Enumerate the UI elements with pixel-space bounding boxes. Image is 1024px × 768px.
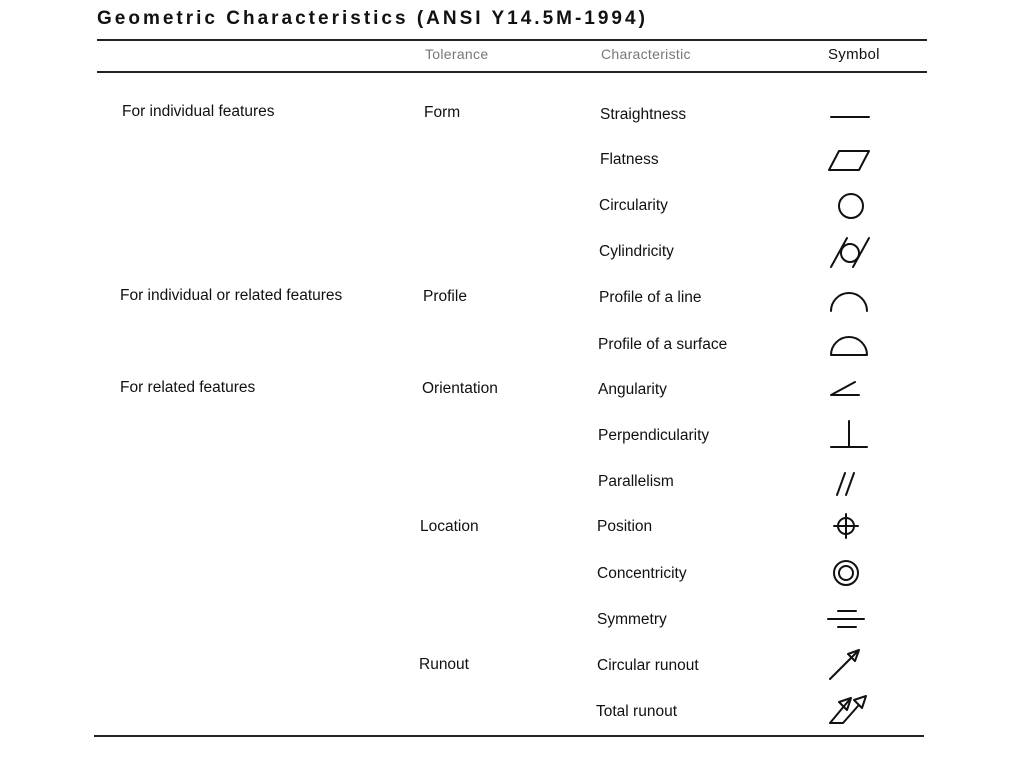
total-runout-icon <box>822 690 870 730</box>
characteristic-label: Position <box>597 518 653 535</box>
characteristic-label: Flatness <box>600 151 659 168</box>
flatness-icon <box>825 140 873 180</box>
straightness-icon <box>825 96 873 136</box>
group-individual-or-related: For individual or related features <box>120 287 343 304</box>
profile-of-a-line-icon <box>825 279 873 319</box>
header-rule <box>97 71 927 73</box>
group-related: For related features <box>120 379 256 396</box>
characteristic-label: Straightness <box>600 106 687 123</box>
tolerance-location: Location <box>420 518 479 535</box>
characteristic-label: Profile of a line <box>599 289 702 306</box>
perpendicularity-icon <box>825 417 873 457</box>
header-tolerance: Tolerance <box>425 46 489 62</box>
document-title: Geometric Characteristics (ANSI Y14.5M-1994) <box>97 8 648 29</box>
symmetry-icon <box>822 599 870 639</box>
characteristic-label: Symmetry <box>597 611 667 628</box>
characteristic-label: Angularity <box>598 381 667 398</box>
group-individual: For individual features <box>122 103 275 120</box>
characteristic-label: Profile of a surface <box>598 336 728 353</box>
position-icon <box>822 506 870 546</box>
angularity-icon <box>825 371 873 411</box>
parallelism-icon <box>825 463 873 503</box>
header-characteristic: Characteristic <box>601 46 691 62</box>
characteristic-label: Perpendicularity <box>598 427 710 444</box>
circular-runout-icon <box>822 645 870 685</box>
circularity-icon <box>825 186 873 226</box>
tolerance-orientation: Orientation <box>422 380 498 397</box>
characteristic-label: Circular runout <box>597 657 699 674</box>
concentricity-icon <box>822 553 870 593</box>
bottom-rule <box>94 735 924 737</box>
characteristic-label: Total runout <box>596 703 677 720</box>
header-symbol: Symbol <box>828 46 880 63</box>
cylindricity-icon <box>825 233 873 273</box>
tolerance-profile: Profile <box>423 288 467 305</box>
tolerance-form: Form <box>424 104 461 121</box>
characteristic-label: Concentricity <box>597 565 687 582</box>
characteristic-label: Parallelism <box>598 473 674 490</box>
top-rule <box>97 39 927 41</box>
characteristic-label: Cylindricity <box>599 243 674 260</box>
characteristic-label: Circularity <box>599 197 668 214</box>
tolerance-runout: Runout <box>419 656 469 673</box>
profile-of-a-surface-icon <box>825 325 873 365</box>
